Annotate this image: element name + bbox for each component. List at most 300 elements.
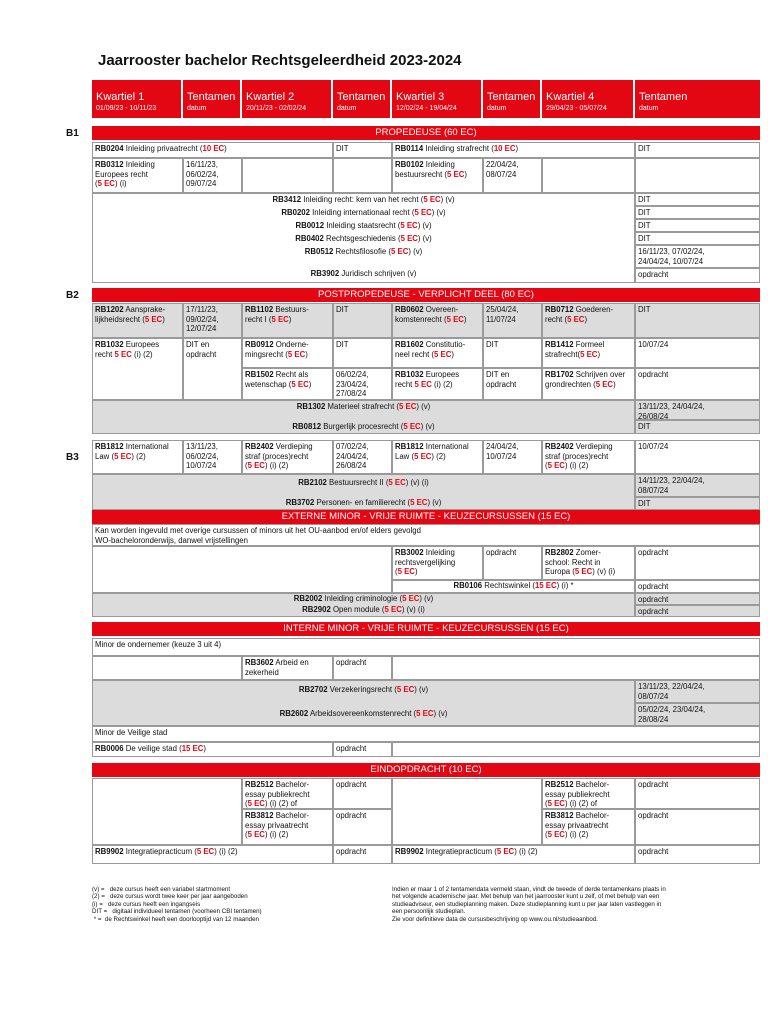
course-title: Juridisch schrijven (v) xyxy=(339,269,417,278)
column-header-period: 20/11/23 - 02/02/24 xyxy=(246,105,307,112)
column-header xyxy=(392,80,481,118)
credits: 5 EC xyxy=(547,830,565,839)
cell-text: DIT xyxy=(638,422,651,431)
cell-text: Minor de ondernemer (keuze 3 uit 4) xyxy=(95,640,222,649)
cell-text: opdracht xyxy=(638,607,669,616)
exam-date-cell xyxy=(483,338,542,368)
cell-text: opdracht xyxy=(638,582,669,591)
course-list-cell xyxy=(92,400,635,434)
credits: 5 EC xyxy=(388,478,406,487)
course-code: RB0106 xyxy=(453,581,483,590)
credits: 5 EC xyxy=(410,498,428,507)
course-title: straf (proces)recht xyxy=(245,451,309,461)
course-cell xyxy=(92,158,183,193)
course-cell xyxy=(242,809,333,845)
course-cell xyxy=(242,368,333,400)
course-title: Bachelor- xyxy=(573,780,610,789)
course-code: RB3812 xyxy=(545,811,574,820)
course-notes: ) xyxy=(463,314,467,324)
column-header-period: 12/02/24 - 19/04/24 xyxy=(396,105,457,112)
course-title: Europees recht xyxy=(95,169,148,179)
cell-text: 10/07/24 xyxy=(638,340,669,349)
course-code: RB0202 xyxy=(281,208,310,217)
course-title: Inleiding xyxy=(123,160,155,169)
table-cell xyxy=(333,158,392,193)
course-title: Open module ( xyxy=(330,605,385,614)
course-title: wetenschap ( xyxy=(245,379,292,389)
exam-date-cell xyxy=(333,368,392,400)
credits: 5 EC xyxy=(416,709,434,718)
course-line xyxy=(93,247,634,257)
cell-text: opdracht xyxy=(486,548,517,557)
course-title: recht ( xyxy=(545,314,568,324)
exam-date-cell xyxy=(333,778,392,809)
page-title: Jaarrooster bachelor Rechtsgeleerdheid 2023-2024 xyxy=(98,52,462,69)
course-title: straf (proces)recht xyxy=(545,451,609,461)
course-title: neel recht ( xyxy=(395,349,435,359)
cell-text: 12/07/24 xyxy=(186,324,217,333)
course-code: RB2512 xyxy=(545,780,574,789)
column-header-label: Tentamen xyxy=(187,91,236,103)
credits: 15 EC xyxy=(181,744,204,753)
section-header: EINDOPDRACHT (10 EC) xyxy=(92,763,760,777)
course-title: grondrechten ( xyxy=(545,379,596,389)
course-code: RB3412 xyxy=(272,195,302,204)
cell-text: 17/11/23, xyxy=(186,305,218,314)
cell-text: 08/07/24 xyxy=(638,691,669,701)
column-header xyxy=(542,80,633,118)
credits: 5 EC xyxy=(414,208,432,217)
course-line xyxy=(93,605,634,615)
cell-text: 16/11/23, xyxy=(186,160,218,169)
course-title: Verdieping xyxy=(573,442,613,451)
course-code: RB1102 xyxy=(245,305,274,314)
exam-date-cell xyxy=(635,232,760,245)
course-title: bestuursrecht ( xyxy=(395,169,448,179)
course-code: RB1812 xyxy=(395,442,424,451)
course-list-cell xyxy=(92,193,635,283)
course-code: RB3602 xyxy=(245,658,274,667)
course-code: RB2702 xyxy=(298,685,328,694)
cell-text: opdracht xyxy=(336,847,367,856)
cell-text: 28/08/24 xyxy=(638,714,669,724)
course-title: Aansprake- xyxy=(123,305,166,314)
exam-date-cell xyxy=(183,440,242,474)
course-cell xyxy=(392,142,635,158)
cell-text: 08/07/24 xyxy=(638,485,669,495)
course-notes: ) (i) xyxy=(114,179,127,188)
cell-text: 10/07/24 xyxy=(186,461,217,470)
cell-text: opdracht xyxy=(486,379,517,389)
cell-text: 09/07/24 xyxy=(186,179,217,188)
credits: 5 EC xyxy=(396,685,415,694)
course-list-cell xyxy=(92,593,635,617)
course-notes: ) (i) (2) xyxy=(214,847,238,856)
credits: 5 EC xyxy=(400,234,418,243)
course-line xyxy=(93,498,634,508)
legend-line: * = de Rechtswinkel heeft een doorlooptijd van 12 maanden xyxy=(92,915,260,923)
course-notes: ) xyxy=(162,314,165,324)
exam-date-cell xyxy=(635,245,760,268)
course-code: RB1202 xyxy=(95,305,124,314)
cell-text: 24/04/24, xyxy=(486,442,519,451)
exam-date-cell xyxy=(635,778,760,809)
course-code: RB1302 xyxy=(296,402,326,411)
credits: 5 EC xyxy=(271,314,289,324)
cell-text: 09/02/24, xyxy=(186,314,219,324)
course-notes: ) (v) (i) xyxy=(405,478,429,487)
course-notes: ( xyxy=(95,179,98,188)
cell-text: opdracht xyxy=(638,548,669,557)
course-code: RB1702 xyxy=(545,370,574,379)
course-notes: ) xyxy=(464,169,467,179)
exam-date-cell xyxy=(635,546,760,580)
course-title: Inleiding recht: kern van het recht ( xyxy=(301,195,424,204)
table-cell xyxy=(92,546,392,593)
exam-date-cell xyxy=(333,303,392,338)
exam-date-cell xyxy=(483,303,542,338)
course-line xyxy=(93,709,634,719)
course-code: RB2102 xyxy=(298,478,327,487)
course-line xyxy=(393,581,634,591)
course-code: RB1502 xyxy=(245,370,274,379)
course-notes: ) (i) (2) xyxy=(514,847,538,856)
column-header-label: Tentamen xyxy=(639,91,688,103)
course-title: zekerheid xyxy=(245,667,279,677)
column-header-period: 01/09/23 - 10/11/23 xyxy=(96,105,157,112)
course-cell xyxy=(242,778,333,809)
course-notes: (i) (2) xyxy=(131,349,153,359)
course-code: RB0402 xyxy=(295,234,324,243)
column-header xyxy=(635,80,760,118)
cell-text: 05/02/24, 23/04/24, xyxy=(638,705,706,714)
cell-text: 13/11/23, 24/04/24, xyxy=(638,402,705,411)
course-title: International xyxy=(423,442,469,451)
course-notes: ) xyxy=(308,379,312,389)
course-notes: ) (v) xyxy=(420,422,435,431)
course-notes: ) (2) xyxy=(431,451,446,461)
column-header xyxy=(92,80,181,118)
credits: 5 EC xyxy=(196,847,215,856)
course-notes: ) (i) (2) xyxy=(264,461,289,470)
course-title: Goederen- xyxy=(573,305,614,314)
course-title: Recht als xyxy=(273,370,309,379)
course-notes: ) xyxy=(414,567,418,576)
course-title: Bachelor- xyxy=(273,811,310,820)
course-title: Verdieping xyxy=(273,442,313,451)
exam-date-cell xyxy=(333,742,392,757)
course-title: Rechtswinkel ( xyxy=(482,581,535,590)
cell-text: DIT xyxy=(638,221,651,230)
column-header-period: 29/04/23 - 05/07/24 xyxy=(546,105,607,112)
course-title: school: Recht in xyxy=(545,557,601,567)
exam-date-cell xyxy=(635,206,760,219)
course-title: Schrijven over xyxy=(573,370,626,379)
course-code: RB1032 xyxy=(95,340,124,349)
course-line xyxy=(93,422,634,432)
course-line xyxy=(93,685,634,695)
cell-text: 23/04/24, xyxy=(336,379,369,389)
course-cell xyxy=(242,303,333,338)
course-notes: ( xyxy=(245,799,248,808)
course-notes: ) (i) (2) xyxy=(264,830,289,839)
cell-text: opdracht xyxy=(638,270,669,279)
course-cell xyxy=(392,368,483,400)
course-title: essay publiekrecht xyxy=(245,789,310,799)
course-title: Inleiding strafrecht ( xyxy=(423,144,494,153)
credits: 5 EC xyxy=(423,195,441,204)
credits: 5 EC xyxy=(402,594,420,603)
notes xyxy=(392,886,666,923)
course-title: recht xyxy=(95,349,115,359)
course-title: Law ( xyxy=(395,451,415,461)
course-cell xyxy=(542,778,635,809)
exam-date-cell xyxy=(635,680,760,703)
course-notes: ) (v) xyxy=(417,234,432,243)
column-header-label: Kwartiel 2 xyxy=(246,91,295,103)
credits: 5 EC xyxy=(114,451,132,461)
cell-text: DIT xyxy=(638,195,651,204)
cell-text: 13/11/23, xyxy=(186,442,218,451)
legend-line: DIT = digitaal individueel tentamen (voorheen CBI tentamen) xyxy=(92,908,262,916)
cell-text: DIT en xyxy=(186,340,210,349)
column-header-label: Kwartiel 1 xyxy=(96,91,145,103)
exam-date-cell xyxy=(635,219,760,232)
exam-date-cell xyxy=(333,845,392,864)
cell-text: DIT en xyxy=(486,370,510,379)
course-line xyxy=(93,594,634,604)
course-code: RB2002 xyxy=(293,594,323,603)
course-title: strafrecht( xyxy=(545,349,581,359)
credits: 5 EC xyxy=(247,461,265,470)
course-notes: ) (i) (2) xyxy=(564,830,589,839)
notes-line: studieadviseur, een studieplanning maken. Deze studieplanning kunt u per jaar laten vastleggen in xyxy=(392,900,662,908)
cell-text: DIT xyxy=(638,499,651,508)
exam-date-cell xyxy=(635,497,760,510)
legend xyxy=(92,886,262,923)
course-title: Overeen- xyxy=(423,305,459,314)
course-code: RB2402 xyxy=(545,442,574,451)
cell-text: opdracht xyxy=(336,811,367,820)
course-code: RB0512 xyxy=(304,247,334,256)
course-title: Rechtsfilosofie ( xyxy=(333,247,392,256)
exam-date-cell xyxy=(483,546,542,580)
course-notes: ) (i) (2) of xyxy=(564,799,598,808)
course-title: komstenrecht ( xyxy=(395,314,447,324)
exam-date-cell xyxy=(483,368,542,400)
course-notes: ) (v) xyxy=(433,709,448,718)
table-cell xyxy=(92,656,242,680)
course-notes: ) (i) * xyxy=(556,581,574,590)
course-title: recht xyxy=(395,379,415,389)
course-line xyxy=(93,208,634,218)
course-title: Law ( xyxy=(95,451,115,461)
notes-line: een persoonlijk studieplan. xyxy=(392,908,466,916)
course-notes: ( xyxy=(395,567,398,576)
cell-text: 27/08/24 xyxy=(336,389,367,398)
course-code: RB3812 xyxy=(245,811,274,820)
cell-text: 10/07/24 xyxy=(486,451,517,461)
course-title: Zomer- xyxy=(573,548,601,557)
course-title: De veilige stad ( xyxy=(123,744,182,753)
course-cell xyxy=(92,845,333,864)
credits: 5 EC xyxy=(287,349,306,359)
table-cell xyxy=(92,778,242,845)
course-cell xyxy=(92,338,183,400)
exam-date-cell xyxy=(333,142,392,158)
course-code: RB9902 xyxy=(95,847,124,856)
cell-text: opdracht xyxy=(336,780,367,789)
cell-text: 26/08/24 xyxy=(336,461,367,470)
column-header-label: Tentamen xyxy=(487,91,536,103)
credits: 5 EC xyxy=(496,847,515,856)
credits: 10 EC xyxy=(493,144,516,153)
exam-date-cell xyxy=(635,845,760,864)
column-header xyxy=(333,80,390,118)
course-cell xyxy=(542,303,635,338)
credits: 5 EC xyxy=(447,169,465,179)
course-code: RB1412 xyxy=(545,340,574,349)
notes-line: Zie voor definitieve data de cursusbeschrijving op www.ou.nl/studieaanbod. xyxy=(392,915,599,923)
course-notes: ) (v) xyxy=(414,685,429,694)
course-code: RB0102 xyxy=(395,160,424,169)
legend-line: (v) = deze cursus heeft een variabel startmoment xyxy=(92,886,231,893)
course-title: recht I ( xyxy=(245,314,272,324)
cell-text: 08/07/24 xyxy=(486,169,517,179)
credits: 5 EC xyxy=(399,402,417,411)
credits: 5 EC xyxy=(114,349,132,359)
course-title: International xyxy=(123,442,169,451)
cell-text: opdracht xyxy=(336,658,367,667)
course-notes: ) (v) xyxy=(416,402,431,411)
course-cell xyxy=(392,845,635,864)
course-cell xyxy=(392,158,483,193)
course-notes: ( xyxy=(245,461,248,470)
exam-date-cell xyxy=(333,656,392,680)
course-notes: ( xyxy=(245,830,248,839)
course-title: Inleiding xyxy=(423,548,455,557)
course-notes: ) xyxy=(224,144,227,153)
course-notes: ( xyxy=(545,461,548,470)
course-code: RB0006 xyxy=(95,744,124,753)
course-notes: ) xyxy=(305,349,308,359)
cell-text: 24/04/24, xyxy=(336,451,369,461)
legend-line: (i) = deze cursus heeft een ingangseis xyxy=(92,900,201,908)
credits: 5 EC xyxy=(384,605,402,614)
cell-text: DIT xyxy=(336,305,349,314)
credits: 5 EC xyxy=(97,179,115,188)
course-cell xyxy=(92,440,183,474)
course-title: Bachelor- xyxy=(573,811,610,820)
cell-text: 16/11/23, 07/02/24, xyxy=(638,247,705,256)
credits: 5 EC xyxy=(547,461,565,470)
credits: 5 EC xyxy=(414,379,432,389)
course-title: Burgerlijk procesrecht ( xyxy=(321,422,404,431)
exam-date-cell xyxy=(92,638,760,656)
table-cell xyxy=(542,158,635,193)
cell-text: 10/07/24 xyxy=(638,442,669,451)
course-notes: ) (2) xyxy=(131,451,146,461)
course-title: Integratiepracticum ( xyxy=(423,847,497,856)
course-notes: ) (i) (2) of xyxy=(264,799,298,808)
credits: 5 EC xyxy=(547,799,565,808)
course-title: Europees xyxy=(123,340,160,349)
course-code: RB3702 xyxy=(285,498,315,507)
exam-date-cell xyxy=(483,158,542,193)
table-cell xyxy=(392,742,760,757)
course-code: RB0812 xyxy=(292,422,322,431)
cell-text: opdracht xyxy=(638,847,669,856)
cell-text: 14/11/23, 22/04/24, xyxy=(638,476,705,485)
credits: 5 EC xyxy=(400,221,418,230)
course-notes: ) xyxy=(584,314,588,324)
exam-date-cell xyxy=(333,338,392,368)
notes-line: Indien er maar 1 of 2 tentamendata vermeld staan, vindt de tweede of derde tentamenkans plaats in xyxy=(392,886,666,893)
exam-date-cell xyxy=(635,703,760,726)
course-line xyxy=(93,269,634,279)
course-title: mingsrecht ( xyxy=(245,349,288,359)
section-header: PROPEDEUSE (60 EC) xyxy=(92,126,760,140)
course-notes: ) (v) xyxy=(408,247,423,256)
cell-text: 06/02/24, xyxy=(336,370,369,379)
section-header: INTERNE MINOR - VRIJE RUIMTE - KEUZECURSUSSEN (15 EC) xyxy=(92,622,760,636)
credits: 5 EC xyxy=(434,349,452,359)
course-title: Bestuurs- xyxy=(273,305,309,314)
cell-text: opdracht xyxy=(638,780,669,789)
course-cell xyxy=(542,440,635,474)
course-title: Europees xyxy=(423,370,460,379)
cell-text: DIT xyxy=(638,208,651,217)
course-notes: ) (v) xyxy=(419,594,434,603)
credits: 10 EC xyxy=(202,144,225,153)
course-notes: ) xyxy=(597,349,601,359)
course-line xyxy=(93,402,634,412)
exam-date-cell xyxy=(635,338,760,368)
exam-date-cell xyxy=(635,605,760,617)
cell-text: opdracht xyxy=(336,744,367,753)
column-header xyxy=(483,80,540,118)
cell-text: 26/08/24 xyxy=(638,411,669,420)
course-title: Inleiding criminologie ( xyxy=(322,594,403,603)
cell-text: DIT xyxy=(336,340,349,349)
credits: 5 EC xyxy=(414,451,432,461)
course-code: RB0312 xyxy=(95,160,124,169)
table-cell xyxy=(242,158,333,193)
course-title: Verzekeringsrecht ( xyxy=(327,685,397,694)
course-code: RB0912 xyxy=(245,340,274,349)
exam-date-cell xyxy=(635,142,760,158)
exam-date-cell xyxy=(483,440,542,474)
course-notes: ) xyxy=(451,349,454,359)
credits: 5 EC xyxy=(247,830,265,839)
table-cell xyxy=(392,656,760,680)
credits: 5 EC xyxy=(403,422,421,431)
course-title: Arbeid en xyxy=(273,658,309,667)
cell-text: DIT xyxy=(336,144,349,153)
column-header-period: datum xyxy=(487,105,507,112)
credits: 5 EC xyxy=(397,567,415,576)
cell-text: opdracht xyxy=(186,349,217,359)
credits: 5 EC xyxy=(595,379,614,389)
course-cell xyxy=(542,546,635,580)
course-code: RB2512 xyxy=(245,780,274,789)
cell-text: DIT xyxy=(638,234,651,243)
cell-text: Minor de Veilige stad xyxy=(95,728,168,737)
exam-date-cell xyxy=(183,158,242,193)
notes-line: het volgende academische jaar. Met behulp van het jaarrooster kunt u zelf, of met behulp van een xyxy=(392,893,660,901)
cell-text: Kan worden ingevuld met overige cursussen of minors uit het OU-aanbod en/of elders gevolgd xyxy=(95,526,421,535)
course-list-cell xyxy=(392,580,635,593)
